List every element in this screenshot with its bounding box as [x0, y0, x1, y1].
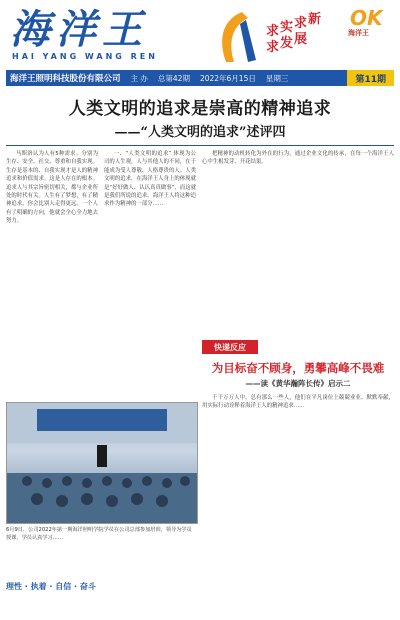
slogan-char: 实: [280, 20, 294, 35]
side-article-title: 为目标奋不顾身，勇攀高峰不畏难: [211, 361, 385, 375]
slogan-char: 求: [294, 16, 308, 31]
slogan-char: 求: [266, 40, 280, 55]
headline: [6, 94, 394, 140]
masthead-title-en: HAI YANG WANG REN: [12, 52, 158, 61]
issue-weekday: 星期三: [265, 73, 289, 83]
article-column-2: [104, 150, 196, 398]
divider: [6, 145, 394, 146]
side-article-text: [202, 394, 394, 610]
article-paragraph: 把精神的动机转化为外在的行为，通过企业文化的传承，在每一个海洋王人心中生根发芽、开花结果。: [202, 151, 394, 166]
masthead-slogan: [264, 12, 324, 64]
issue-number: 第11期: [347, 70, 394, 86]
article-body: [6, 150, 394, 620]
masthead-brush-icon: [212, 10, 262, 66]
masthead-ok: OK: [350, 6, 383, 30]
masthead-title: 海洋王: [10, 6, 148, 53]
slogan-char: 新: [308, 12, 322, 27]
footer-slogan: 理性 · 执着 · 自信 · 奋斗: [6, 582, 96, 591]
masthead-ok-sub: 海洋王: [348, 29, 369, 37]
slogan-char: 求: [266, 24, 280, 39]
article-column-3: [202, 150, 394, 336]
side-article-subtitle: ——读《黄华瀚阵长传》启示二: [245, 379, 351, 388]
photo-caption: 6月9日，公司2022年第一期海洋照明学院学员在公司总部参加培训，领导为学员授课，学员认真学习……: [6, 527, 192, 541]
slogan-char: 展: [294, 32, 308, 47]
publisher-role: 主 办: [130, 73, 148, 83]
article-title: 人类文明的追求是崇高的精神追求: [68, 99, 332, 119]
article-column-1: [6, 150, 98, 398]
section-label: 快递反应: [202, 340, 258, 354]
article-photo: [6, 402, 198, 524]
article-paragraph: 马斯洛认为人有5种需求。分别为生存、安全、社交、尊重和自我实现。生存是基本的、自我实现才是人的精神追求和价值需求。这是人存在的根本。追求人与其宗旨密切相关，都与企业所处的时代有关。人生有了梦想，有了精神追求，你会比别人走得更远。一个人有了明确的方向，他就会全心全力地去努力。: [6, 151, 98, 225]
side-paragraph: 千千万万人中，总有那么一些人，他们在平凡岗位上兢兢业业、默默奉献，用实际行动诠释着海洋王人的精神追求……: [202, 395, 394, 410]
total-issue: 总第42期: [157, 73, 190, 83]
info-bar: [6, 70, 394, 86]
slogan-char: 发: [280, 36, 294, 51]
article-subtitle: ——“人类文明的追求”述评四: [114, 125, 286, 140]
publisher: 海洋王照明科技股份有限公司: [10, 74, 121, 84]
photo-image: [7, 403, 197, 523]
masthead: [6, 4, 394, 70]
article-paragraph: 一、“人类文明的追求” 体现为公司的人生观。人与其他人的不同，在于能成为受人尊敬、人格尊贵的人。人类文明的追求，在海洋王人身上的体现就是“好好做人、认认真真做事”，而这就是我们所说的追求。海洋王人将这种追求作为精神的一部分……: [104, 151, 196, 208]
issue-date: 2022年6月15日: [199, 73, 256, 83]
